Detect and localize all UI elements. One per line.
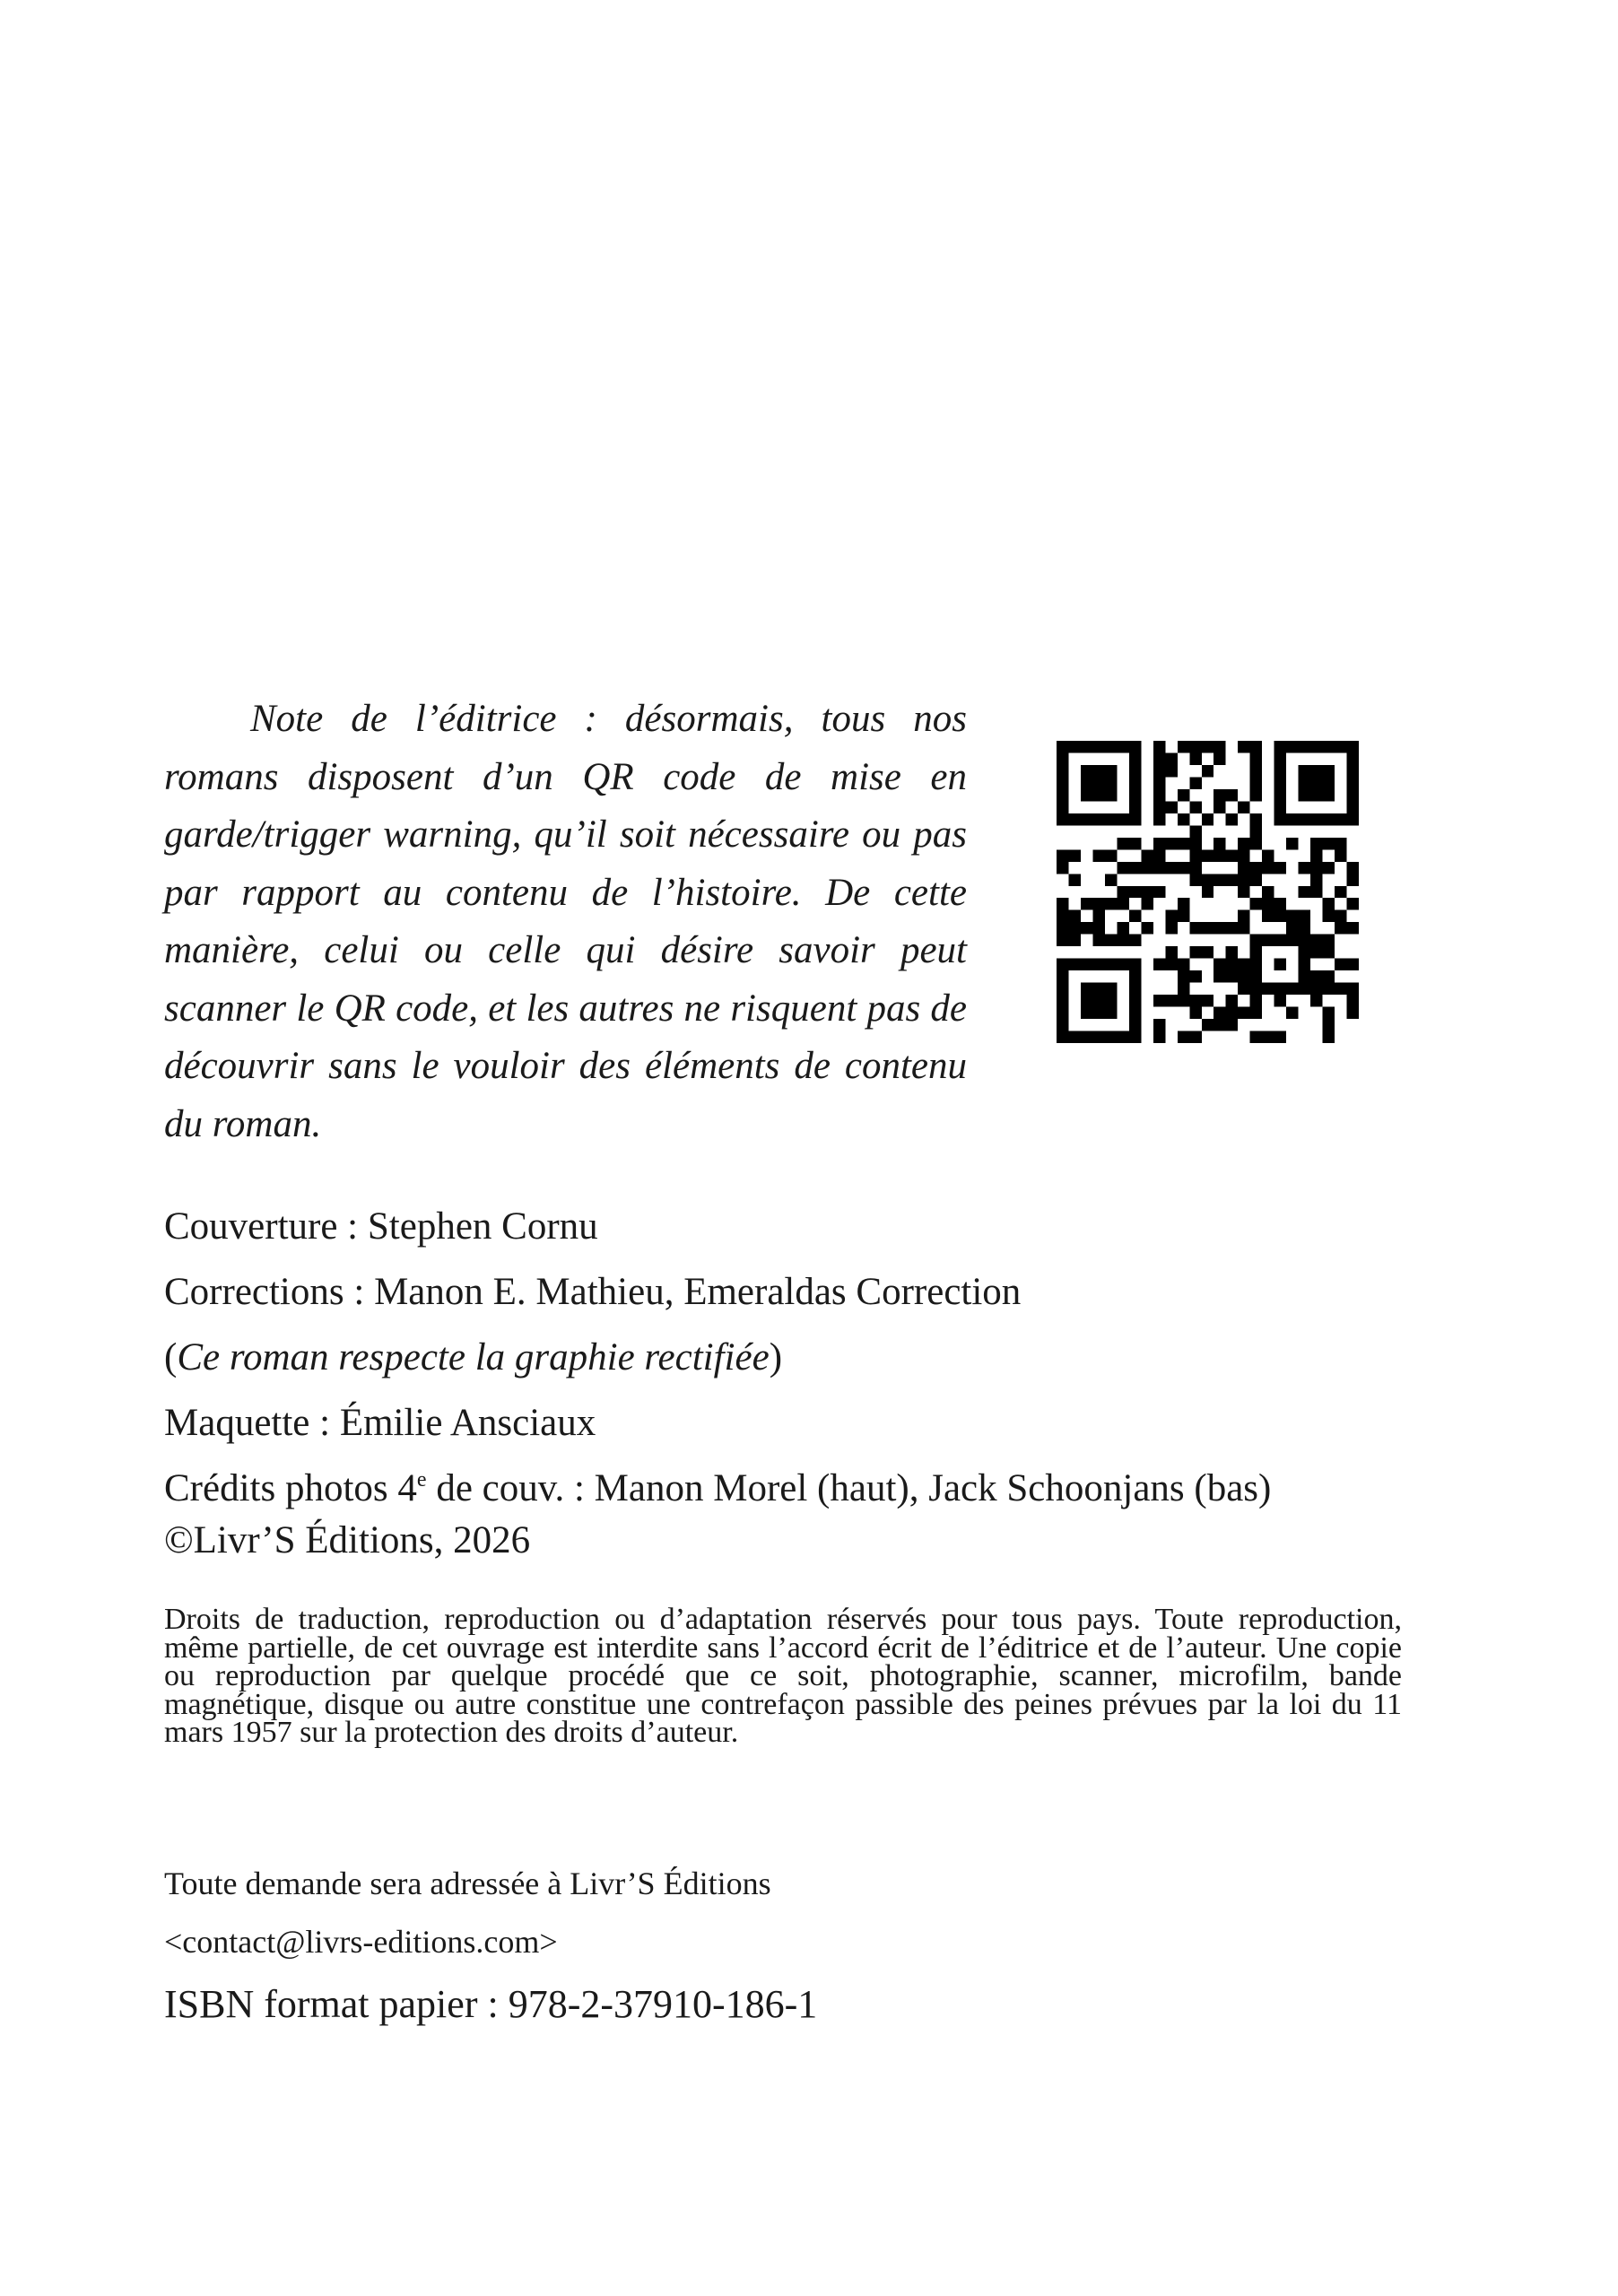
- publisher-note: Note de l’éditrice : désormais, tous nos romans disposent d’un QR code de mise en garde/trigger warning, qu’il soit nécessaire ou pas par rapport au contenu de l’histoire. De cette manière, celui ou celle qui désire savoir peut scanner le QR code, et les autres ne risquent pas de découvrir sans le vouloir des éléments de contenu du roman.: [164, 698, 967, 1145]
- spelling-note: [164, 1331, 1411, 1396]
- spelling-note-close: ): [769, 1336, 783, 1378]
- photo-credit-rest: de couv. : Manon Morel (haut), Jack Schoonjans (bas): [426, 1467, 1272, 1509]
- cover-credit: Couverture : Stephen Cornu: [164, 1205, 598, 1248]
- contact-request: Toute demande sera adressée à Livr’S Éditions: [164, 1866, 771, 1901]
- copyright-line: ©Livr’S Éditions, 2026: [164, 1519, 531, 1561]
- contact-email[interactable]: <contact@livrs-editions.com>: [164, 1924, 558, 1960]
- credits-block: [164, 1200, 1411, 1579]
- qr-code-icon[interactable]: [1057, 741, 1359, 1043]
- spelling-note-open: (: [164, 1336, 178, 1378]
- isbn-line: ISBN format papier : 978-2-37910-186-1: [164, 1982, 818, 2026]
- spelling-note-text: Ce roman respecte la graphie rectifiée: [177, 1336, 770, 1378]
- photo-credit-superscript: e: [416, 1468, 427, 1492]
- layout-credit: Maquette : Émilie Ansciaux: [164, 1402, 596, 1444]
- legal-notice: Droits de traduction, reproduction ou d’adaptation réservés pour tous pays. Toute reproduction, même partielle, de cet ouvrage est interdite sans l’accord écrit de l’éditrice et de l’auteur. Une copie ou reproduction par quelque procédé que ce soit, photographie, scanner, microfilm, bande magnétique, disque ou autre constitue une contrefaçon passible des peines prévues par la loi du 11 mars 1957 sur la protection des droits d’auteur.: [164, 1603, 1402, 1749]
- photo-credit: [164, 1462, 1411, 1514]
- photo-credit-prefix: Crédits photos 4: [164, 1467, 417, 1509]
- corrections-credit: Corrections : Manon E. Mathieu, Emeraldas Correction: [164, 1271, 1022, 1313]
